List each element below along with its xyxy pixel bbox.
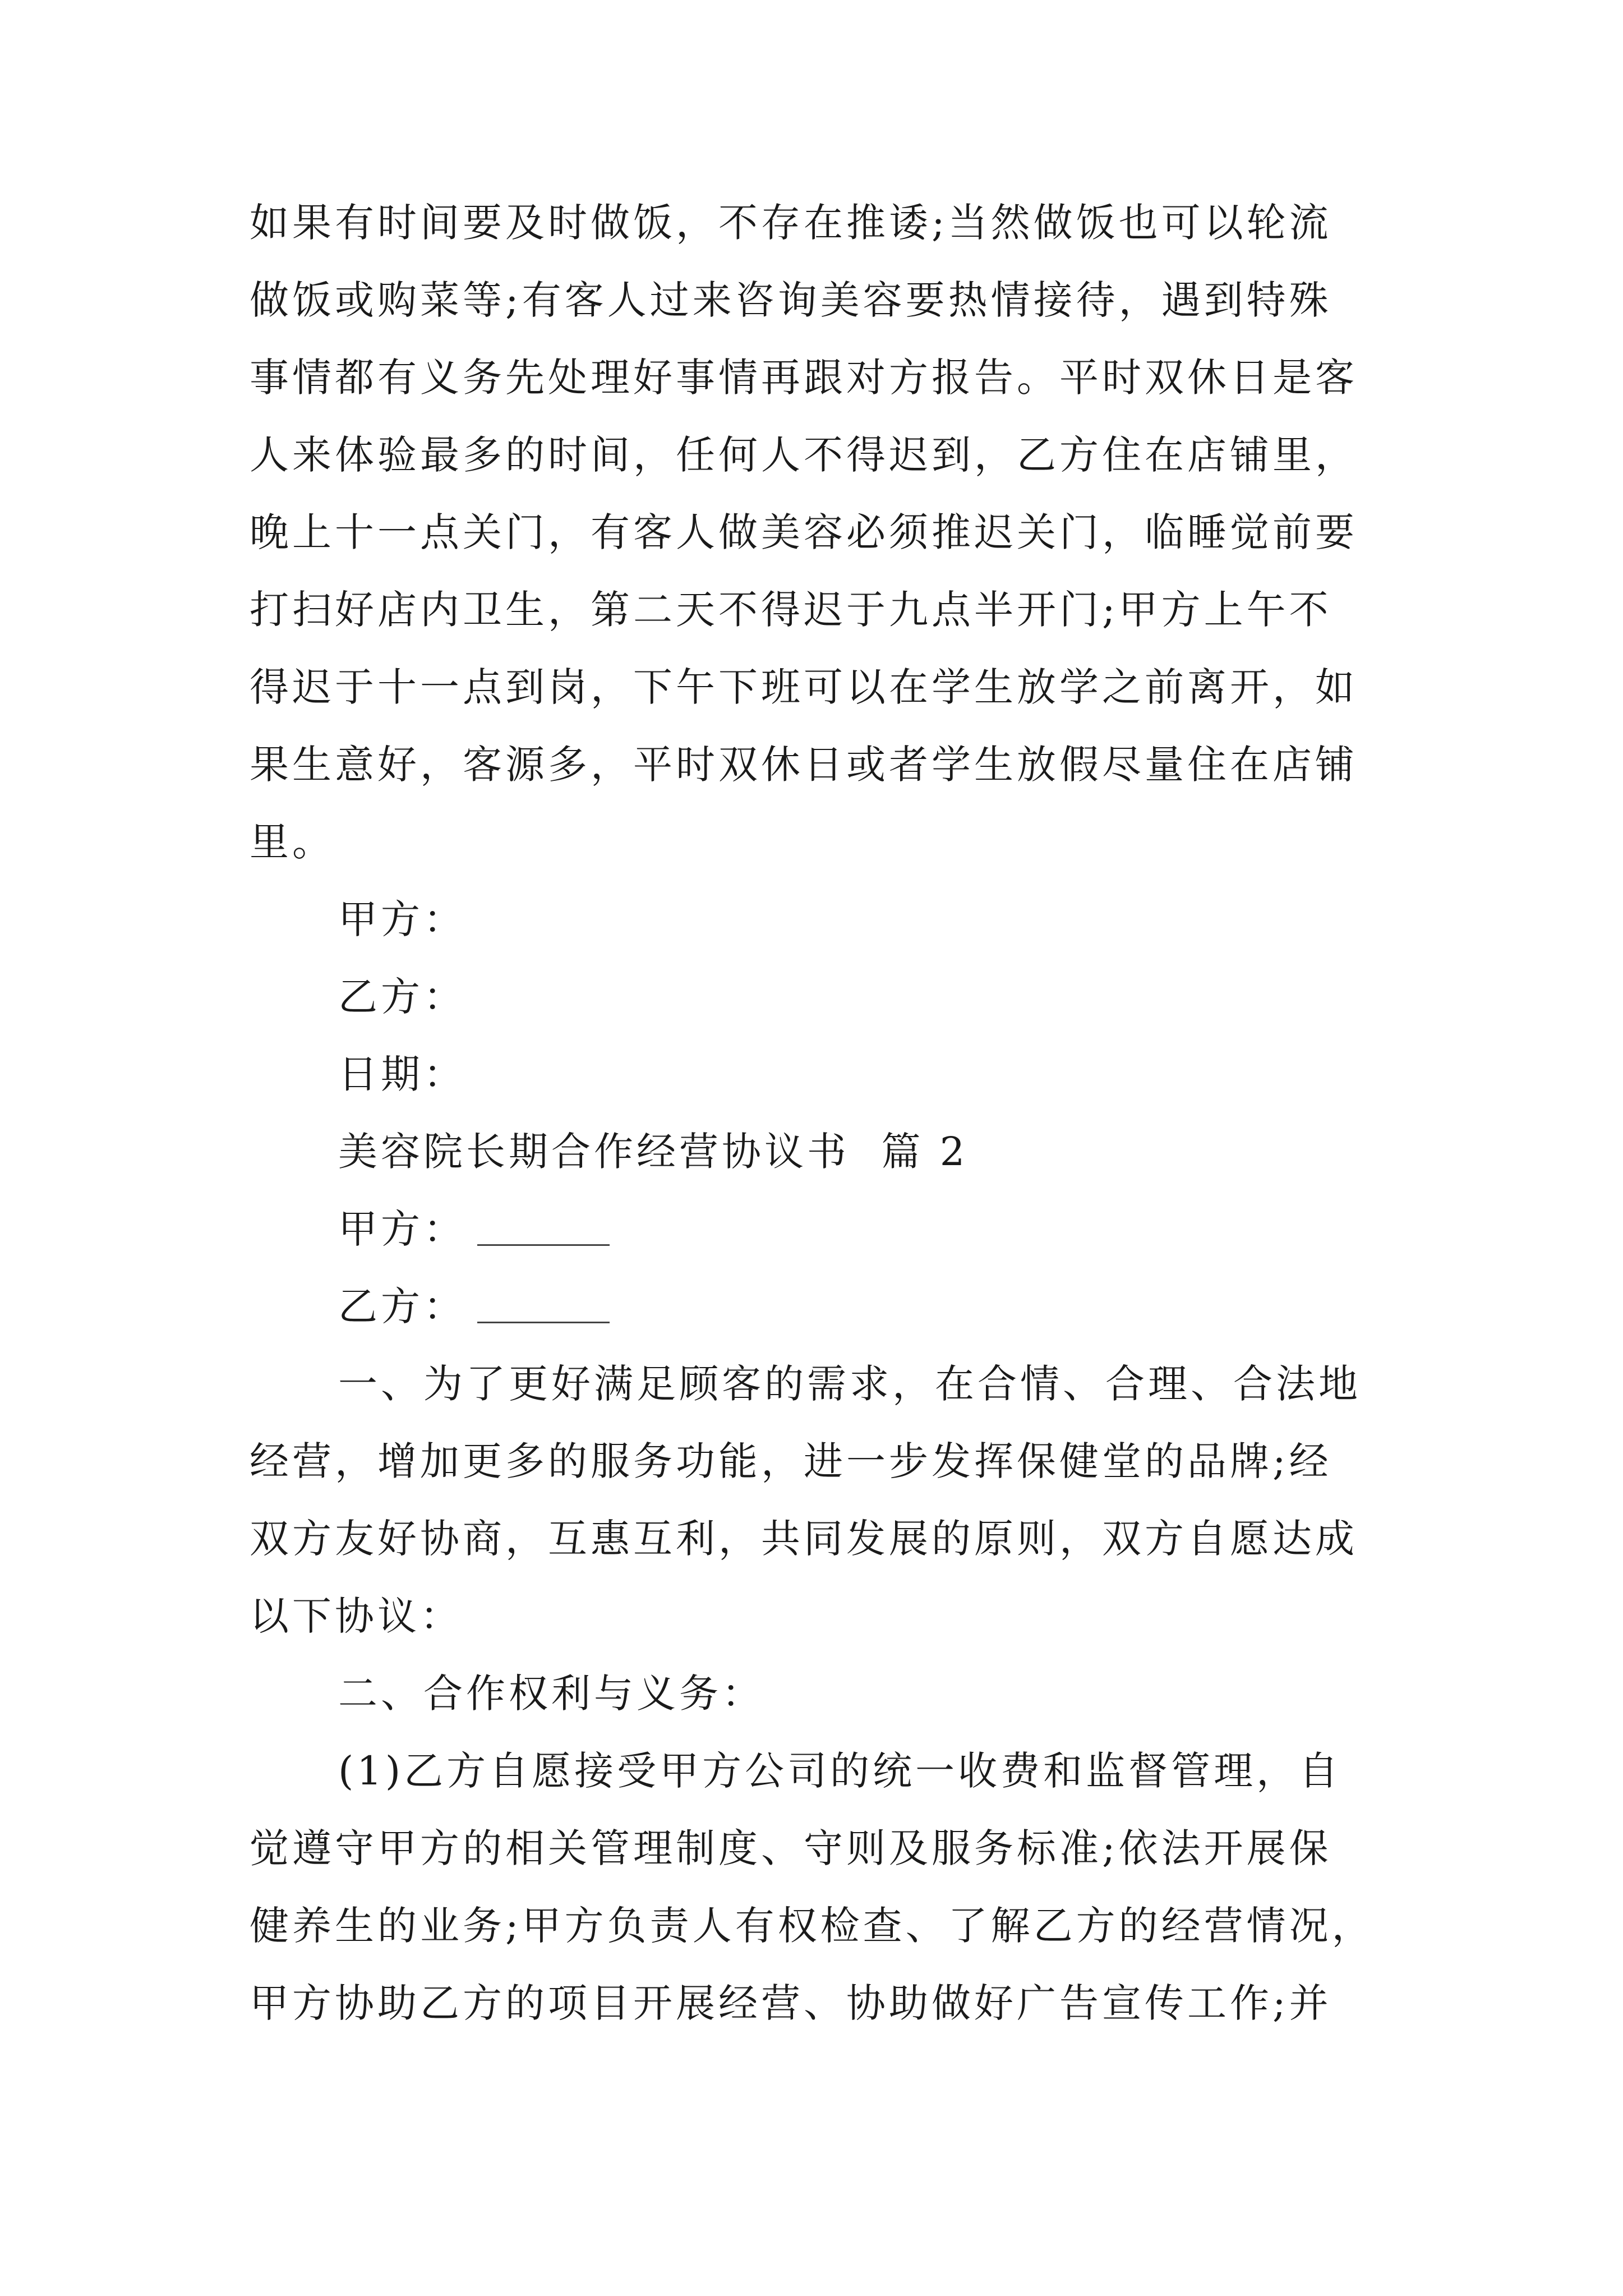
- signature-date: 日期：: [338, 1051, 466, 1097]
- party-b-label: 乙方：: [338, 1283, 466, 1329]
- paragraph-line: 事情都有义务先处理好事情再跟对方报告。平时双休日是客: [250, 355, 1358, 401]
- party-b-row: [338, 1281, 610, 1332]
- signature-party-b: 乙方：: [338, 974, 466, 1020]
- clause-line: 以下协议：: [250, 1593, 463, 1639]
- clause-heading: 二、合作权利与义务：: [338, 1671, 764, 1717]
- party-a-label: 甲方：: [338, 1206, 466, 1252]
- paragraph-line: 得迟于十一点到岗，下午下班可以在学生放学之前离开，如: [250, 664, 1358, 710]
- clause-line: 甲方协助乙方的项目开展经营、协助做好广告宣传工作;并: [250, 1980, 1332, 2026]
- clause-line: 一、为了更好满足顾客的需求，在合情、合理、合法地: [338, 1361, 1361, 1407]
- party-a-row: [338, 1204, 610, 1254]
- signature-party-a: 甲方：: [338, 896, 466, 942]
- paragraph-line: 人来体验最多的时间，任何人不得迟到，乙方住在店铺里，: [250, 432, 1358, 478]
- clause-line: 双方友好协商，互惠互利，共同发展的原则，双方自愿达成: [250, 1516, 1358, 1562]
- section-title: 美容院长期合作经营协议书 篇 2: [338, 1129, 969, 1175]
- paragraph-line: 如果有时间要及时做饭，不存在推诿;当然做饭也可以轮流: [250, 200, 1332, 246]
- paragraph-line: 里。: [250, 819, 335, 865]
- party-a-blank: [477, 1242, 610, 1246]
- clause-line: 经营，增加更多的服务功能，进一步发挥保健堂的品牌;经: [250, 1438, 1332, 1484]
- clause-line: 觉遵守甲方的相关管理制度、守则及服务标准;依法开展保: [250, 1825, 1332, 1871]
- paragraph-line: 打扫好店内卫生，第二天不得迟于九点半开门;甲方上午不: [250, 587, 1332, 633]
- paragraph-line: 晚上十一点关门，有客人做美容必须推迟关门，临睡觉前要: [250, 509, 1358, 555]
- paragraph-line: 果生意好，客源多，平时双休日或者学生放假尽量住在店铺: [250, 742, 1358, 788]
- clause-line: 健养生的业务;甲方负责人有权检查、了解乙方的经营情况，: [250, 1903, 1375, 1949]
- party-b-blank: [477, 1319, 610, 1323]
- clause-line: (1)乙方自愿接受甲方公司的统一收费和监督管理，自: [338, 1748, 1342, 1794]
- paragraph-line: 做饭或购菜等;有客人过来咨询美容要热情接待，遇到特殊: [250, 277, 1332, 323]
